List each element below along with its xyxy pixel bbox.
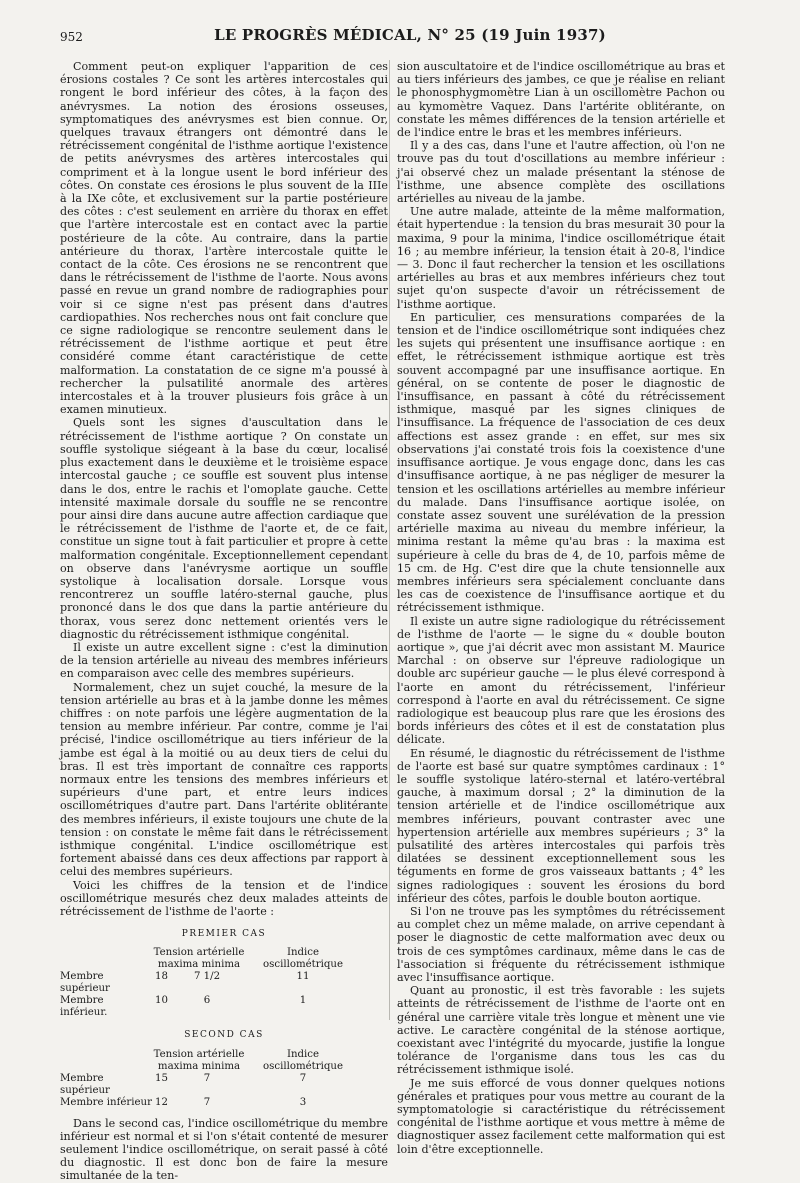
column-header-tension: Tension artérielle	[153, 1048, 245, 1060]
row-label: Membre inférieur.	[60, 995, 108, 1019]
paragraph: Comment peut-on expliquer l'apparition de ces érosions costales ? Ce sont les artères intercostales qui rongent le bord inférieur des côtes, à la façon des anévrysmes. La notion des érosions osseuses, symptomatiques des anévrysmes est bien connue. Or, quelques travaux étrangers ont démontré dans le rétrécissement congénital de l'isthme aortique l'existence de petits anévrysmes des artères intercostales qui compriment et à la longue usent le bord inférieur des côtes. On constate ces érosions le plus souvent de la IIIe à la IXe côte, et exclusivement sur la partie postérieure des côtes : c'est seulement en arrière du thorax en effet que l'artère intercostale est en contact avec la partie postérieure de la côte. Au contraire, dans la partie antérieure du thorax, l'artère intercostale quitte le contact de la côte. Ces érosions ne se rencontrent que dans le rétrécissement de l'isthme de l'aorte. Nous avons passé en revue un grand nombre de radiographies pour voir si ce signe n'est pas présent dans d'autres cardiopathies. Nos recherches nous ont fait conclure que ce signe radiologique se rencontre seulement dans le rétrécissement de l'isthme aortique et peut être considéré comme étant caractéristique de cette malformation. La constatation de ce signe m'a poussé à rechercher la pulsatilité anormale des artères intercostales et à la trouver plusieurs fois grâce à un examen minutieux.	[60, 60, 388, 417]
column-header-indice: Indice	[286, 947, 320, 959]
table-header-row	[60, 1049, 360, 1061]
table-row	[60, 971, 360, 995]
cell-minima: 7	[203, 1096, 211, 1108]
paragraph: Dans le second cas, l'indice oscillométrique du membre inférieur est normal et si l'on s'était contenté de mesurer seulement l'indice oscillométrique, on serait passé à côté du diagnostic. Il est donc bon de faire la mesure simultanée de la ten-	[60, 1116, 388, 1183]
paragraph: Il existe un autre excellent signe : c'est la diminution de la tension artérielle au niveau des membres inférieurs en comparaison avec celle des membres supérieurs.	[60, 640, 388, 681]
cell-maxima: 18	[155, 971, 168, 983]
table-row	[60, 995, 360, 1019]
row-label: Membre supérieur	[60, 971, 110, 995]
cell-indice: 7	[299, 1072, 307, 1084]
table-subheader-row	[60, 1061, 360, 1073]
cell-minima: 7 1/2	[193, 971, 221, 983]
column-subheader-indice: oscillométrique	[263, 959, 343, 971]
paragraph: Quant au pronostic, il est très favorable : les sujets atteints de rétrécissement de l'isthme de l'aorte ont en général une carrière vitale très longue et mènent une vie active. Le caractère congénital de la sténose aortique, coexistant avec l'intégrité du myocarde, justifie la longue tolérance de l'organisme dans tous les cas du rétrécissement isthmique isolé.	[397, 984, 725, 1077]
column-header-indice: Indice	[286, 1048, 320, 1060]
cell-maxima: 15	[155, 1072, 168, 1084]
page-number: 952	[60, 30, 83, 44]
page-header	[60, 26, 760, 46]
cell-minima: 7	[203, 1072, 211, 1084]
left-column	[60, 60, 388, 1183]
paragraph: En résumé, le diagnostic du rétrécissement de l'isthme de l'aorte est basé sur quatre symptômes cardinaux : 1° le souffle systolique latéro-sternal et latéro-vertébral gauche, à maximum dorsal ; 2° la diminution de la tension artérielle et de l'indice oscillométrique aux membres inférieurs, pouvant contraster avec une hypertension artérielle aux membres supérieurs ; 3° la pulsatilité des artères intercostales qui parfois très dilatées se dessinent exceptionnellement sous les téguments en forme de gros vaisseaux battants ; 4° les signes radiologiques : souvent les érosions du bord inférieur des côtes, parfois le double bouton aortique.	[397, 746, 725, 905]
column-header-tension: Tension artérielle	[153, 947, 245, 959]
cell-indice: 1	[299, 995, 307, 1007]
paragraph: Une autre malade, atteinte de la même malformation, était hypertendue : la tension du bras mesurait 30 pour la maxima, 9 pour la minima, l'indice oscillométrique était 16 ; au membre inférieur, la tension était à 20-8, l'indice — 3. Donc il faut rechercher la tension et les oscillations artérielles au bras et aux membres inférieurs chez tout sujet qu'on suspecte d'avoir un rétrécissement de l'isthme aortique.	[397, 205, 725, 311]
paragraph: Il existe un autre signe radiologique du rétrécissement de l'isthme de l'aorte — le signe du « double bouton aortique », que j'ai décrit avec mon assistant M. Maurice Marchal : on observe sur l'épreuve radiologique un double arc supérieur gauche — le plus élevé correspond à l'aorte en amont du rétrécissement, l'inférieur correspond à l'aorte en aval du rétrécissement. Ce signe radiologique est beaucoup plus rare que les érosions des bords inférieurs des côtes et il est de constatation plus délicate.	[397, 614, 725, 747]
case2-table	[60, 1049, 360, 1109]
row-label: Membre inférieur	[60, 1096, 152, 1108]
paragraph: Quels sont les signes d'auscultation dans le rétrécissement de l'isthme aortique ? On constate un souffle systolique siégeant à la base du cœur, localisé plus exactement dans le deuxième et le troisième espace intercostal gauche ; ce souffle est souvent plus intense dans le dos, entre le rachis et l'omoplate gauche. Cette intensité maximale dorsale du souffle ne se rencontre pour ainsi dire dans aucune autre affection cardiaque que le rétrécissement de l'isthme de l'aorte et, de ce fait, constitue un signe tout à fait particulier et propre à cette malformation congénitale. Exceptionnellement cependant on observe dans l'anévrysme aortique un souffle systolique à localisation dorsale. Lorsque vous rencontrerez un souffle latéro-sternal gauche, plus prononcé dans le dos que dans la partie antérieure du thorax, vous serez donc nettement orientés vers le diagnostic du rétrécissement isthmique congénital.	[60, 416, 388, 641]
case1-title: PREMIER CAS	[181, 929, 267, 940]
table-row	[60, 1073, 360, 1097]
column-subheader-tension: maxima minima	[157, 1060, 241, 1072]
paragraph: Si l'on ne trouve pas les symptômes du rétrécissement au complet chez un même malade, on arrive cependant à poser le diagnostic de cette malformation avec deux ou trois de ces symptômes cardinaux, même dans le cas de l'association si fréquente du rétrécissement isthmique avec l'insuffisance aortique.	[397, 905, 725, 985]
paragraph: Normalement, chez un sujet couché, la mesure de la tension artérielle au bras et à la jambe donne les mêmes chiffres : on note parfois une légère augmentation de la tension au membre inférieur. Par contre, comme je l'ai précisé, l'indice oscillométrique au tiers inférieur de la jambe est égal à la moitié ou au deux tiers de celui du bras. Il est très important de connaître ces rapports normaux entre les tensions des membres inférieurs et supérieurs d'une part, et entre leurs indices oscillométriques d'autre part. Dans l'artérite oblitérante des membres inférieurs, il existe toujours une chute de la tension : on constate le même fait dans le rétrécissement isthmique congénital. L'indice oscillométrique est fortement abaissé dans ces deux affections par rapport à celui des membres supérieurs.	[60, 680, 388, 879]
table-subheader-row	[60, 959, 360, 971]
table-row	[60, 1097, 360, 1109]
cell-maxima: 12	[155, 1096, 168, 1108]
column-divider	[389, 60, 390, 1020]
column-subheader-indice: oscillométrique	[263, 1060, 343, 1072]
case2-title: SECOND CAS	[184, 1030, 264, 1041]
row-label: Membre supérieur	[60, 1072, 110, 1096]
cell-maxima: 10	[155, 995, 168, 1007]
cell-indice: 3	[299, 1096, 307, 1108]
paragraph: Je me suis efforcé de vous donner quelques notions générales et pratiques pour vous mettre au courant de la symptomatologie si caractéristique du rétrécissement congénital de l'isthme aortique et vous mettre à même de diagnostiquer assez facilement cette malformation qui est loin d'être exceptionnelle.	[397, 1076, 725, 1156]
table-header-row	[60, 947, 360, 959]
paragraph: sion auscultatoire et de l'indice oscillométrique au bras et au tiers inférieurs des jambes, ce que je réalise en reliant le phonosphygmomètre Lian à un oscillomètre Pachon ou au kymomètre Vaquez. Dans l'artérite oblitérante, on constate les mêmes différences de la tension artérielle et de l'indice entre le bras et les membres inférieurs.	[397, 60, 725, 140]
cell-indice: 11	[296, 971, 310, 983]
case1-table	[60, 947, 360, 1019]
paragraph: Voici les chiffres de la tension et de l'indice oscillométrique mesurés chez deux malades atteints de rétrécissement de l'isthme de l'aorte :	[60, 878, 388, 918]
running-title: LE PROGRÈS MÉDICAL, N° 25 (19 Juin 1937)	[214, 26, 606, 44]
paragraph: En particulier, ces mensurations comparées de la tension et de l'indice oscillométrique sont indiquées chez les sujets qui présentent une insuffisance aortique : en effet, le rétrécissement isthmique aortique est très souvent accompagné par une insuffisance aortique. En général, on se contente de poser le diagnostic de l'insuffisance, en passant à côté du rétrécissement isthmique, masqué par les signes cliniques de l'insuffisance. La fréquence de l'association de ces deux affections est assez grande : en effet, sur mes six observations j'ai constaté trois fois la coexistence d'une insuffisance aortique. Je vous engage donc, dans les cas d'insuffisance aortique, à ne pas négliger de mesurer la tension et les oscillations artérielles au membre inférieur du malade. Dans l'insuffisance aortique isolée, on constate assez souvent une surélévation de la pression artérielle maxima au niveau du membre inférieur, la minima restant la même qu'au bras : la maxima est supérieure à celle du bras de 4, de 10, parfois même de 15 cm. de Hg. C'est dire que la chute tensionnelle aux membres inférieurs sera spécialement concluante dans les cas de coexistence de l'insuffisance aortique et du rétrécissement isthmique.	[397, 310, 725, 615]
paragraph: Il y a des cas, dans l'une et l'autre affection, où l'on ne trouve pas du tout d'oscillations au membre inférieur : j'ai observé chez un malade présentant la sténose de l'isthme, une absence complète des oscillations artérielles au niveau de la jambe.	[397, 139, 725, 206]
cell-minima: 6	[203, 995, 211, 1007]
right-column	[397, 60, 725, 1156]
column-subheader-tension: maxima minima	[157, 959, 241, 971]
